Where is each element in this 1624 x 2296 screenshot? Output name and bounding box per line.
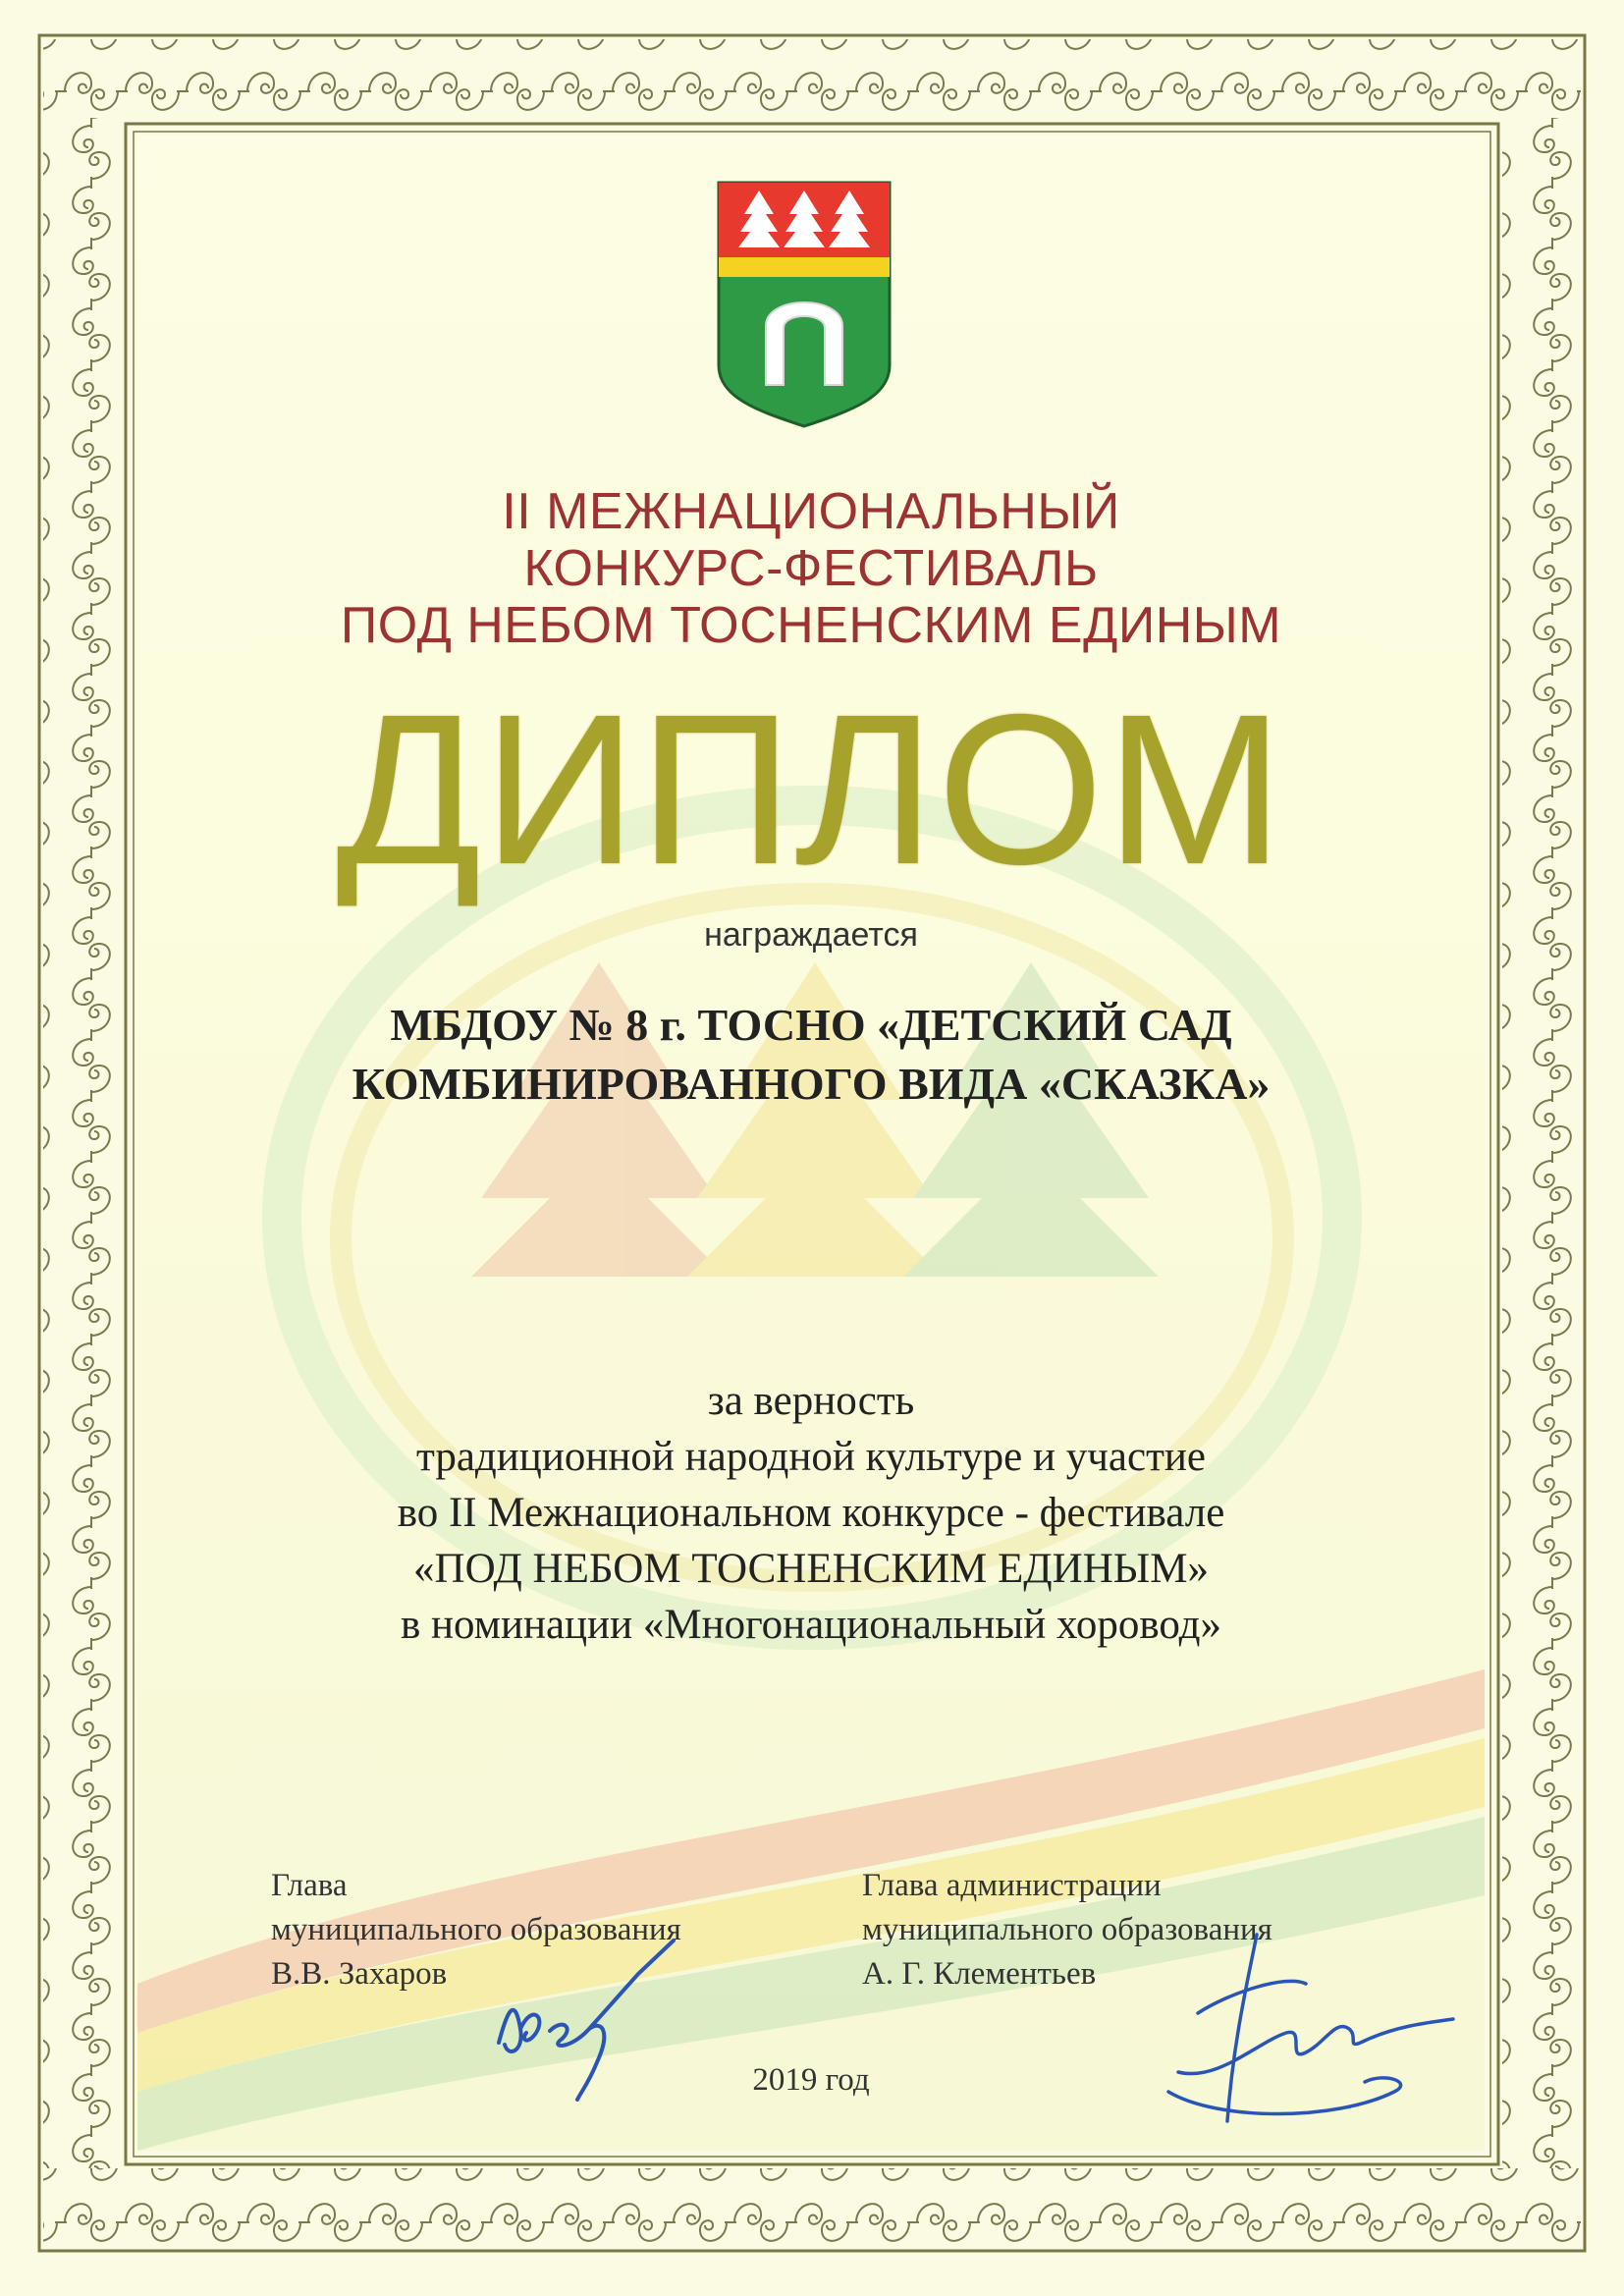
- festival-title-line: КОНКУРС-ФЕСТИВАЛЬ: [523, 540, 1099, 597]
- coat-of-arms-icon: [715, 179, 893, 430]
- issue-year: 2019 год: [752, 2062, 870, 2098]
- festival-title-line: ПОД НЕБОМ ТОСНЕНСКИМ ЕДИНЫМ: [340, 597, 1282, 654]
- award-reason: [137, 1373, 1485, 1653]
- recipient-line: МБДОУ № 8 г. ТОСНО «ДЕТСКИЙ САД: [390, 1000, 1232, 1050]
- signatory-title: муниципального образования: [271, 1912, 681, 1947]
- signatory-title: Глава администрации: [862, 1868, 1162, 1903]
- festival-title-line: II МЕЖНАЦИОНАЛЬНЫЙ: [502, 483, 1120, 540]
- reason-line: в номинации «Многонациональный хоровод»: [400, 1602, 1221, 1648]
- signatory-title: Глава: [271, 1868, 348, 1903]
- reason-line: во II Межнациональном конкурсе - фестивале: [397, 1490, 1225, 1536]
- signatory-name: А. Г. Клементьев: [862, 1956, 1097, 1992]
- awarded-label: награждается: [704, 916, 918, 954]
- signature-right-icon: [1139, 1925, 1463, 2141]
- signatory-title: муниципального образования: [862, 1912, 1272, 1947]
- reason-line: за верность: [707, 1378, 915, 1424]
- diploma-heading: ДИПЛОМ: [336, 671, 1286, 909]
- reason-line: традиционной народной культуре и участие: [416, 1434, 1206, 1480]
- festival-title: [137, 483, 1485, 654]
- reason-line: «ПОД НЕБОМ ТОСНЕНСКИМ ЕДИНЫМ»: [413, 1546, 1209, 1592]
- recipient-name: [137, 996, 1485, 1114]
- fir-tree-icon: [738, 191, 870, 247]
- recipient-line: КОМБИНИРОВАННОГО ВИДА «СКАЗКА»: [352, 1059, 1271, 1109]
- signatory-name: В.В. Захаров: [271, 1956, 448, 1992]
